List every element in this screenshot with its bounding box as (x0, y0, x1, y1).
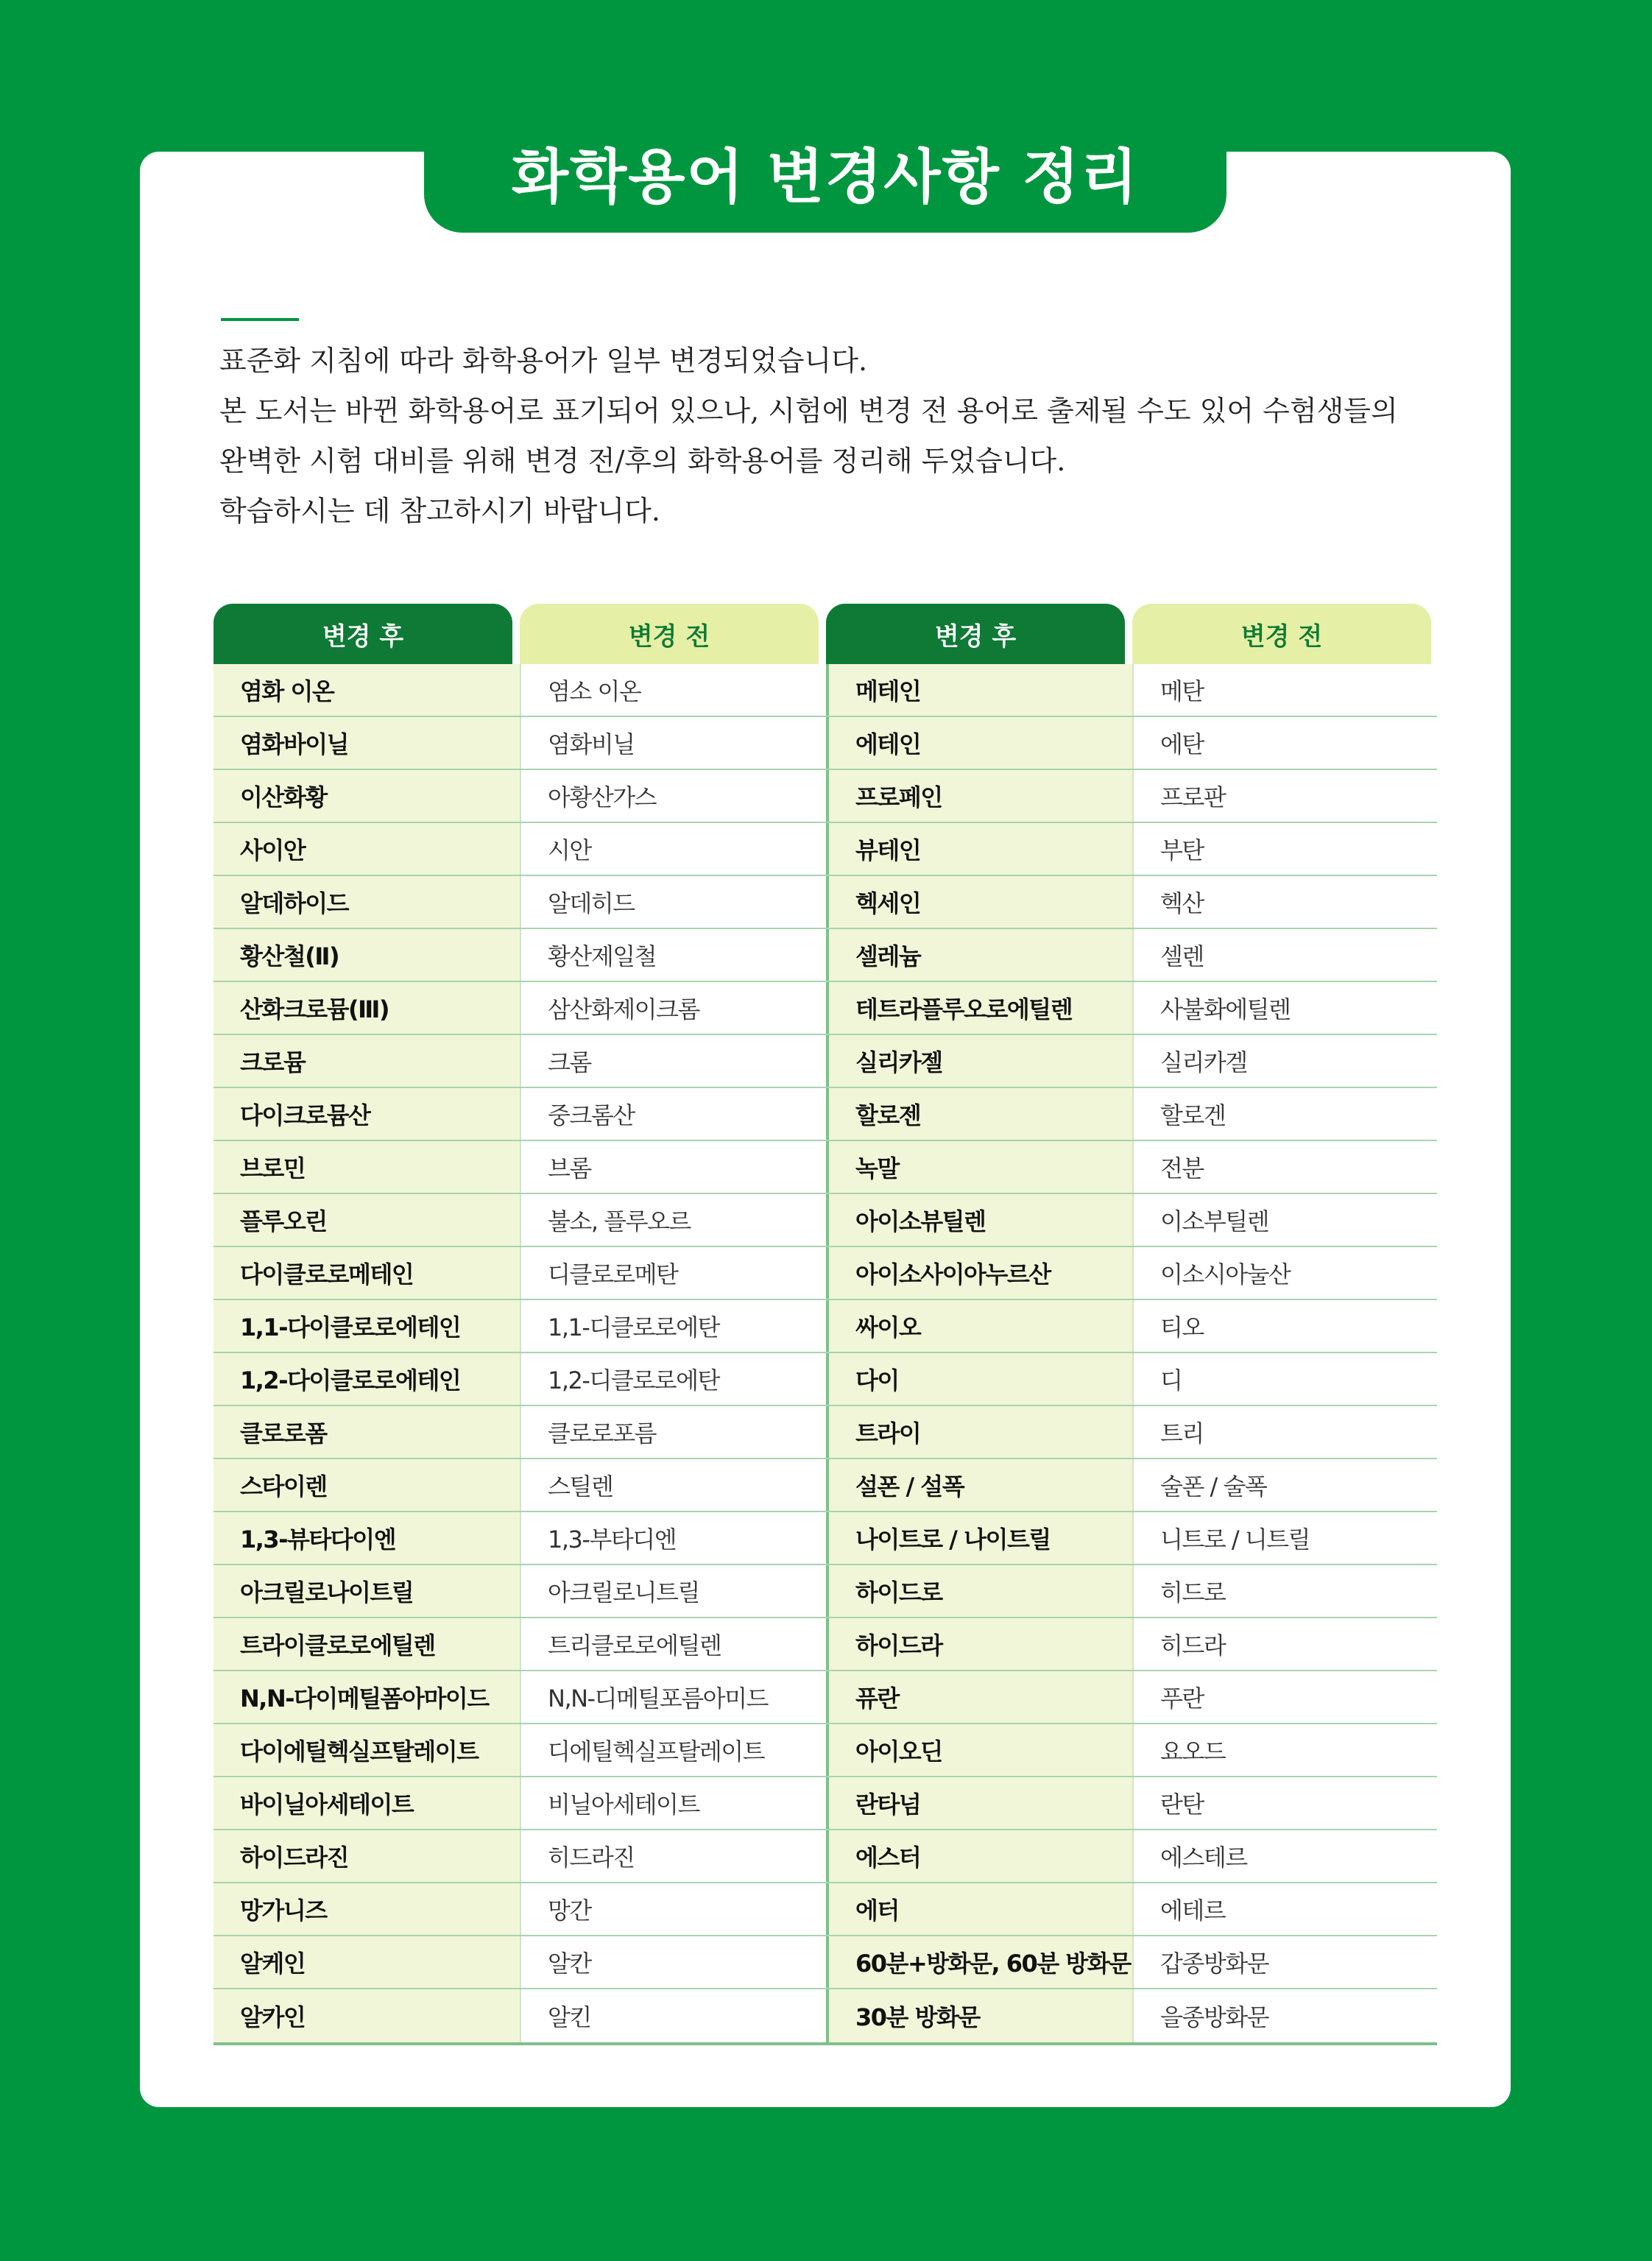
term-before-right: 할로겐 (1132, 1088, 1437, 1140)
term-before-left: 알킨 (520, 1989, 826, 2042)
table-row (213, 1883, 1437, 1936)
intro-line: 본 도서는 바뀐 화학용어로 표기되어 있으나, 시험에 변경 전 용어로 출제될 수도 있어 수험생들의 (219, 395, 1398, 427)
term-after-right: 아이소뷰틸렌 (826, 1194, 1132, 1246)
table-row (213, 1830, 1437, 1883)
term-after-left: 바이닐아세테이트 (213, 1777, 520, 1829)
term-before-right: 에탄 (1132, 717, 1437, 769)
term-after-right: 트라이 (826, 1406, 1132, 1458)
term-after-left: 클로로폼 (213, 1406, 520, 1458)
term-before-right: 니트로 / 니트릴 (1132, 1512, 1437, 1564)
term-after-left: 스타이렌 (213, 1459, 520, 1511)
header-after-right: 변경 후 (826, 604, 1125, 664)
intro-line: 표준화 지침에 따라 화학용어가 일부 변경되었습니다. (219, 345, 868, 377)
term-after-right: 나이트로 / 나이트릴 (826, 1512, 1132, 1564)
term-after-right: 에스터 (826, 1830, 1132, 1882)
term-before-left: 알데히드 (520, 876, 826, 928)
term-before-right: 에스테르 (1132, 1830, 1437, 1882)
table-row (213, 1194, 1437, 1247)
table-row (213, 1936, 1437, 1989)
term-after-right: 란타넘 (826, 1777, 1132, 1829)
term-before-left: 불소, 플루오르 (520, 1194, 826, 1246)
term-before-left: 시안 (520, 823, 826, 875)
term-after-right: 60분+방화문, 60분 방화문 (826, 1936, 1132, 1988)
term-before-left: 트리클로로에틸렌 (520, 1618, 826, 1670)
term-after-left: 아크릴로나이트릴 (213, 1565, 520, 1617)
term-before-left: 아크릴로니트릴 (520, 1565, 826, 1617)
table-row (213, 664, 1437, 717)
intro-line: 완벽한 시험 대비를 위해 변경 전/후의 화학용어를 정리해 두었습니다. (219, 445, 1066, 477)
term-before-left: 1,3-부타디엔 (520, 1512, 826, 1564)
term-before-right: 이소시아눌산 (1132, 1247, 1437, 1299)
header-before-left: 변경 전 (520, 604, 819, 664)
term-before-right: 부탄 (1132, 823, 1437, 875)
term-before-right: 전분 (1132, 1141, 1437, 1193)
terminology-table (213, 604, 1437, 2045)
term-after-right: 뷰테인 (826, 823, 1132, 875)
header-before-right: 변경 전 (1132, 604, 1431, 664)
term-before-left: 망간 (520, 1883, 826, 1935)
term-before-right: 디 (1132, 1353, 1437, 1405)
term-after-right: 퓨란 (826, 1671, 1132, 1723)
term-after-right: 에테인 (826, 717, 1132, 769)
table-row (213, 1724, 1437, 1777)
term-after-left: 하이드라진 (213, 1830, 520, 1882)
table-row (213, 1512, 1437, 1565)
term-before-right: 을종방화문 (1132, 1989, 1437, 2042)
term-before-left: 황산제일철 (520, 929, 826, 981)
term-before-left: 염소 이온 (520, 664, 826, 716)
table-row (213, 1671, 1437, 1724)
term-after-left: 염화바이닐 (213, 717, 520, 769)
term-before-left: 1,2-디클로로에탄 (520, 1353, 826, 1405)
term-after-right: 녹말 (826, 1141, 1132, 1193)
term-after-right: 아이오딘 (826, 1724, 1132, 1776)
term-before-right: 히드로 (1132, 1565, 1437, 1617)
term-after-left: 알케인 (213, 1936, 520, 1988)
term-after-left: 이산화황 (213, 770, 520, 822)
term-before-right: 푸란 (1132, 1671, 1437, 1723)
table-row (213, 770, 1437, 823)
intro-text (219, 336, 1486, 536)
intro-line: 학습하시는 데 참고하시기 바랍니다. (219, 495, 660, 527)
table-row (213, 1247, 1437, 1300)
term-before-right: 셀렌 (1132, 929, 1437, 981)
term-after-left: 크로뮴 (213, 1035, 520, 1087)
term-before-right: 란탄 (1132, 1777, 1437, 1829)
table-row (213, 1300, 1437, 1353)
term-before-left: 1,1-디클로로에탄 (520, 1300, 826, 1352)
term-before-left: 삼산화제이크롬 (520, 982, 826, 1034)
table-row (213, 1618, 1437, 1671)
intro-accent-line (221, 318, 299, 321)
term-after-left: 다이에틸헥실프탈레이트 (213, 1724, 520, 1776)
term-after-right: 프로페인 (826, 770, 1132, 822)
header-after-left: 변경 후 (213, 604, 512, 664)
term-after-right: 셀레늄 (826, 929, 1132, 981)
term-before-right: 갑종방화문 (1132, 1936, 1437, 1988)
term-before-right: 이소부틸렌 (1132, 1194, 1437, 1246)
term-after-left: 알데하이드 (213, 876, 520, 928)
table-row (213, 1353, 1437, 1406)
term-before-right: 사불화에틸렌 (1132, 982, 1437, 1034)
table-row (213, 1777, 1437, 1830)
term-after-left: 1,2-다이클로로에테인 (213, 1353, 520, 1405)
table-row (213, 1565, 1437, 1618)
term-after-left: 플루오린 (213, 1194, 520, 1246)
table-row (213, 823, 1437, 876)
term-after-left: 황산철(Ⅱ) (213, 929, 520, 981)
term-after-left: 다이크로뮴산 (213, 1088, 520, 1140)
term-before-left: 중크롬산 (520, 1088, 826, 1140)
table-row (213, 1459, 1437, 1512)
term-after-right: 아이소사이아누르산 (826, 1247, 1132, 1299)
table-body (213, 664, 1437, 2045)
term-before-left: 브롬 (520, 1141, 826, 1193)
term-before-right: 프로판 (1132, 770, 1437, 822)
term-after-left: 사이안 (213, 823, 520, 875)
term-after-left: 다이클로로메테인 (213, 1247, 520, 1299)
term-before-left: N,N-디메틸포름아미드 (520, 1671, 826, 1723)
term-before-left: 클로로포름 (520, 1406, 826, 1458)
term-before-left: 비닐아세테이트 (520, 1777, 826, 1829)
table-row (213, 876, 1437, 929)
term-after-right: 헥세인 (826, 876, 1132, 928)
title-banner (424, 118, 1226, 233)
page-title: 화학용어 변경사항 정리 (511, 142, 1140, 211)
term-before-right: 에테르 (1132, 1883, 1437, 1935)
term-after-right: 에터 (826, 1883, 1132, 1935)
term-after-left: 산화크로뮴(Ⅲ) (213, 982, 520, 1034)
term-after-left: 1,3-뷰타다이엔 (213, 1512, 520, 1564)
term-before-left: 히드라진 (520, 1830, 826, 1882)
term-after-right: 하이드로 (826, 1565, 1132, 1617)
term-after-left: 브로민 (213, 1141, 520, 1193)
term-after-right: 다이 (826, 1353, 1132, 1405)
term-after-right: 30분 방화문 (826, 1989, 1132, 2042)
term-after-left: 염화 이온 (213, 664, 520, 716)
table-row (213, 1141, 1437, 1194)
term-before-right: 메탄 (1132, 664, 1437, 716)
term-after-left: 망가니즈 (213, 1883, 520, 1935)
term-before-left: 크롬 (520, 1035, 826, 1087)
term-after-left: 트라이클로로에틸렌 (213, 1618, 520, 1670)
term-before-right: 헥산 (1132, 876, 1437, 928)
term-after-right: 할로젠 (826, 1088, 1132, 1140)
term-before-left: 스틸렌 (520, 1459, 826, 1511)
term-before-left: 디에틸헥실프탈레이트 (520, 1724, 826, 1776)
table-row (213, 929, 1437, 982)
table-header (213, 604, 1437, 664)
term-before-left: 디클로로메탄 (520, 1247, 826, 1299)
term-before-right: 술폰 / 술폭 (1132, 1459, 1437, 1511)
term-after-right: 테트라플루오로에틸렌 (826, 982, 1132, 1034)
term-after-right: 실리카젤 (826, 1035, 1132, 1087)
term-after-right: 싸이오 (826, 1300, 1132, 1352)
table-row (213, 982, 1437, 1035)
term-before-right: 실리카겔 (1132, 1035, 1437, 1087)
table-row (213, 1035, 1437, 1088)
table-row (213, 717, 1437, 770)
term-after-left: N,N-다이메틸폼아마이드 (213, 1671, 520, 1723)
term-before-right: 요오드 (1132, 1724, 1437, 1776)
term-after-left: 1,1-다이클로로에테인 (213, 1300, 520, 1352)
term-before-left: 아황산가스 (520, 770, 826, 822)
term-before-right: 히드라 (1132, 1618, 1437, 1670)
term-before-right: 티오 (1132, 1300, 1437, 1352)
term-after-right: 설폰 / 설폭 (826, 1459, 1132, 1511)
term-after-right: 하이드라 (826, 1618, 1132, 1670)
term-after-left: 알카인 (213, 1989, 520, 2042)
table-row (213, 1989, 1437, 2042)
term-before-left: 염화비닐 (520, 717, 826, 769)
table-row (213, 1406, 1437, 1459)
term-after-right: 메테인 (826, 664, 1132, 716)
term-before-left: 알칸 (520, 1936, 826, 1988)
table-row (213, 1088, 1437, 1141)
term-before-right: 트리 (1132, 1406, 1437, 1458)
